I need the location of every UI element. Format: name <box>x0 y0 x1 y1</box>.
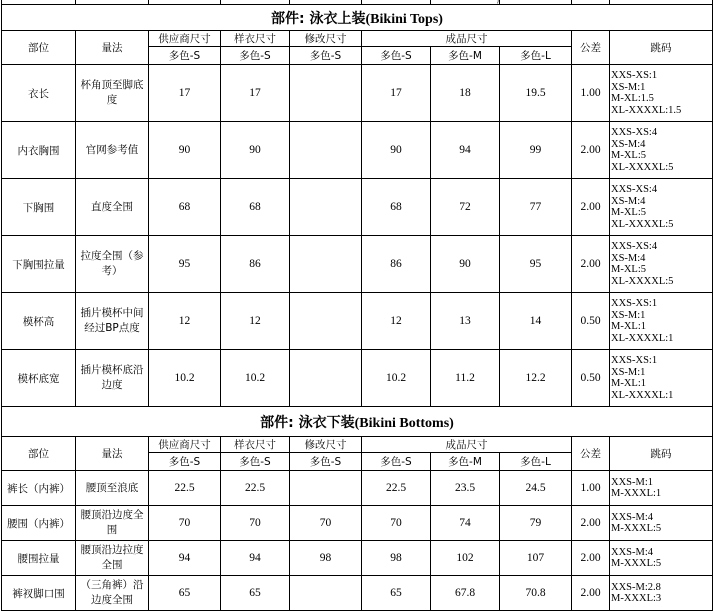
cell-size-s: 17 <box>362 65 431 122</box>
cell-grade-codes <box>610 65 713 122</box>
grade-code-line: M-XL:5 <box>611 207 646 218</box>
cell-modify <box>290 576 362 611</box>
sub-finished-l: 多色-L <box>500 453 572 471</box>
cell-tolerance: 2.00 <box>572 122 610 179</box>
grade-code-line: XXS-XS:1 <box>611 355 658 366</box>
cell-sample: 22.5 <box>221 471 290 506</box>
cell-size-l: 95 <box>500 236 572 293</box>
header-modify: 修改尺寸 <box>290 31 362 47</box>
header-row <box>2 31 713 47</box>
cell-size-s: 70 <box>362 506 431 541</box>
cell-supplier: 10.2 <box>149 350 221 407</box>
sub-sample-s: 多色-S <box>221 453 290 471</box>
cell-grade-codes <box>610 236 713 293</box>
grade-code-line: XXS-M:4 <box>611 546 654 558</box>
grade-code-line: XS-M:1 <box>611 81 646 93</box>
cell-method: 拉度全围（参考） <box>76 236 149 293</box>
cell-modify <box>290 236 362 293</box>
cell-grade-codes <box>610 122 713 179</box>
grade-code-line: XS-M:1 <box>611 309 646 321</box>
cell-sample: 17 <box>221 65 290 122</box>
section-title-row <box>2 5 713 31</box>
cell-size-m: 23.5 <box>431 471 500 506</box>
table-row <box>2 541 713 576</box>
cell-size-m: 13 <box>431 293 500 350</box>
cell-size-l: 24.5 <box>500 471 572 506</box>
grade-code-line: M-XXXL:5 <box>611 523 662 534</box>
grade-code-line: XXS-M:4 <box>611 511 654 523</box>
sub-finished-m: 多色-M <box>431 47 500 65</box>
section-title-en: (Bikini Tops) <box>365 11 443 27</box>
cell-size-s: 90 <box>362 122 431 179</box>
cell-size-m: 18 <box>431 65 500 122</box>
cell-supplier: 70 <box>149 506 221 541</box>
table-row <box>2 236 713 293</box>
table-row <box>2 350 713 407</box>
sub-finished-m: 多色-M <box>431 453 500 471</box>
sub-finished-s: 多色-S <box>362 47 431 65</box>
section-title <box>2 407 713 437</box>
grade-code-line: XS-M:4 <box>611 195 646 207</box>
cell-grade-codes <box>610 471 713 506</box>
cell-sample: 68 <box>221 179 290 236</box>
sub-modify-s: 多色-S <box>290 47 362 65</box>
header-part: 部位 <box>2 437 76 471</box>
grade-code-line: M-XXXL:1 <box>611 488 662 499</box>
cell-supplier: 94 <box>149 541 221 576</box>
cell-supplier: 90 <box>149 122 221 179</box>
header-method: 量法 <box>76 31 149 65</box>
cell-method: 腰顶沿边度全围 <box>76 506 149 541</box>
cell-grade-codes <box>610 506 713 541</box>
cell-size-s: 86 <box>362 236 431 293</box>
cell-method: 插片模杯中间经过BP点度 <box>76 293 149 350</box>
header-part: 部位 <box>2 31 76 65</box>
grade-code-line: XL-XXXXL:1 <box>611 389 674 401</box>
cell-supplier: 22.5 <box>149 471 221 506</box>
cell-method: 杯角顶至脚底度 <box>76 65 149 122</box>
cell-modify <box>290 122 362 179</box>
header-tolerance: 公差 <box>572 437 610 471</box>
grade-code-line: XL-XXXXL:5 <box>611 161 674 173</box>
cell-sample: 12 <box>221 293 290 350</box>
cell-size-l: 79 <box>500 506 572 541</box>
grade-code-line: XL-XXXXL:5 <box>611 218 674 230</box>
cell-size-m: 67.8 <box>431 576 500 611</box>
cell-tolerance: 2.00 <box>572 506 610 541</box>
header-supplier: 供应商尺寸 <box>149 437 221 453</box>
cell-modify <box>290 350 362 407</box>
cell-sample: 10.2 <box>221 350 290 407</box>
cell-size-m: 90 <box>431 236 500 293</box>
cell-grade-codes <box>610 179 713 236</box>
cell-sample: 86 <box>221 236 290 293</box>
cell-size-s: 12 <box>362 293 431 350</box>
cell-part: 模杯高 <box>2 293 76 350</box>
cell-part: 内衣胸围 <box>2 122 76 179</box>
grade-code-line: XS-M:4 <box>611 138 646 150</box>
table-row <box>2 576 713 611</box>
cell-tolerance: 0.50 <box>572 293 610 350</box>
cell-size-m: 102 <box>431 541 500 576</box>
grade-code-line: M-XXXL:3 <box>611 593 662 604</box>
cell-part: 下胸围拉量 <box>2 236 76 293</box>
grade-code-line: XS-M:4 <box>611 252 646 264</box>
cell-part: 下胸围 <box>2 179 76 236</box>
size-spec-table <box>1 0 713 611</box>
cell-size-m: 11.2 <box>431 350 500 407</box>
cell-method: 直度全围 <box>76 179 149 236</box>
sub-finished-l: 多色-L <box>500 47 572 65</box>
cell-size-s: 10.2 <box>362 350 431 407</box>
cell-size-s: 65 <box>362 576 431 611</box>
grade-code-line: M-XL:1 <box>611 378 646 389</box>
cell-tolerance: 1.00 <box>572 471 610 506</box>
cell-size-l: 14 <box>500 293 572 350</box>
cell-part: 腰围拉量 <box>2 541 76 576</box>
header-modify: 修改尺寸 <box>290 437 362 453</box>
cell-size-l: 99 <box>500 122 572 179</box>
grade-code-line: XXS-XS:1 <box>611 70 658 81</box>
sub-sample-s: 多色-S <box>221 47 290 65</box>
cell-tolerance: 2.00 <box>572 179 610 236</box>
grade-code-line: M-XXXL:5 <box>611 558 662 569</box>
grade-code-line: M-XL:1.5 <box>611 93 654 104</box>
section-title-cn: 部件: 泳衣下装 <box>260 414 355 431</box>
header-row <box>2 437 713 453</box>
top-strip-cell: ) <box>431 0 500 5</box>
grade-code-line: M-XL:5 <box>611 150 646 161</box>
grade-code-line: XXS-XS:4 <box>611 241 658 252</box>
cell-size-l: 77 <box>500 179 572 236</box>
cell-size-s: 22.5 <box>362 471 431 506</box>
cell-method: 腰顶沿边拉度全围 <box>76 541 149 576</box>
header-code: 跳码 <box>610 437 713 471</box>
cell-sample: 90 <box>221 122 290 179</box>
grade-code-line: XXS-XS:4 <box>611 184 658 195</box>
cell-method: 腰顶至浪底 <box>76 471 149 506</box>
grade-code-line: XS-M:1 <box>611 366 646 378</box>
cell-modify: 70 <box>290 506 362 541</box>
cell-method: （三角裤）沿边度全围 <box>76 576 149 611</box>
grade-code-line: XXS-M:1 <box>611 476 654 488</box>
cell-grade-codes <box>610 350 713 407</box>
cell-tolerance: 2.00 <box>572 576 610 611</box>
cell-tolerance: 2.00 <box>572 236 610 293</box>
section-title-cn: 部件: 泳衣上装 <box>271 10 366 27</box>
cell-grade-codes <box>610 576 713 611</box>
cell-sample: 65 <box>221 576 290 611</box>
cell-size-s: 68 <box>362 179 431 236</box>
cell-supplier: 68 <box>149 179 221 236</box>
table-row <box>2 122 713 179</box>
grade-code-line: XL-XXXXL:5 <box>611 275 674 287</box>
sub-supplier-s: 多色-S <box>149 453 221 471</box>
table-row <box>2 65 713 122</box>
cell-size-m: 74 <box>431 506 500 541</box>
cell-size-s: 98 <box>362 541 431 576</box>
table-row <box>2 179 713 236</box>
cell-grade-codes <box>610 293 713 350</box>
cell-size-l: 70.8 <box>500 576 572 611</box>
grade-code-line: M-XL:5 <box>611 264 646 275</box>
cell-modify <box>290 65 362 122</box>
cell-grade-codes <box>610 541 713 576</box>
cell-supplier: 17 <box>149 65 221 122</box>
cell-tolerance: 0.50 <box>572 350 610 407</box>
grade-code-line: M-XL:1 <box>611 321 646 332</box>
cell-modify <box>290 471 362 506</box>
cell-tolerance: 1.00 <box>572 65 610 122</box>
cell-size-l: 12.2 <box>500 350 572 407</box>
cell-method: 官网参考值 <box>76 122 149 179</box>
cell-method: 插片模杯底沿边度 <box>76 350 149 407</box>
cell-modify <box>290 179 362 236</box>
grade-code-line: XL-XXXXL:1.5 <box>611 104 682 116</box>
cell-size-m: 72 <box>431 179 500 236</box>
cell-size-l: 107 <box>500 541 572 576</box>
cell-size-l: 19.5 <box>500 65 572 122</box>
header-supplier: 供应商尺寸 <box>149 31 221 47</box>
cell-supplier: 12 <box>149 293 221 350</box>
cell-supplier: 95 <box>149 236 221 293</box>
table-row <box>2 506 713 541</box>
header-method: 量法 <box>76 437 149 471</box>
sub-supplier-s: 多色-S <box>149 47 221 65</box>
grade-code-line: XXS-XS:4 <box>611 127 658 138</box>
header-finished: 成品尺寸 <box>362 31 572 47</box>
cell-sample: 70 <box>221 506 290 541</box>
table-row <box>2 471 713 506</box>
cell-tolerance: 2.00 <box>572 541 610 576</box>
header-finished: 成品尺寸 <box>362 437 572 453</box>
cell-supplier: 65 <box>149 576 221 611</box>
sub-modify-s: 多色-S <box>290 453 362 471</box>
grade-code-line: XXS-M:2.8 <box>611 581 661 593</box>
cell-size-m: 94 <box>431 122 500 179</box>
header-tolerance: 公差 <box>572 31 610 65</box>
cell-sample: 94 <box>221 541 290 576</box>
section-title-en: (Bikini Bottoms) <box>354 415 454 431</box>
grade-code-line: XXS-XS:1 <box>611 298 658 309</box>
header-sample: 样衣尺寸 <box>221 31 290 47</box>
cell-modify: 98 <box>290 541 362 576</box>
cell-modify <box>290 293 362 350</box>
sub-finished-s: 多色-S <box>362 453 431 471</box>
grade-code-line: XL-XXXXL:1 <box>611 332 674 344</box>
cell-part: 模杯底宽 <box>2 350 76 407</box>
header-code: 跳码 <box>610 31 713 65</box>
header-sample: 样衣尺寸 <box>221 437 290 453</box>
section-title-row <box>2 407 713 437</box>
cell-part: 衣长 <box>2 65 76 122</box>
table-row <box>2 293 713 350</box>
section-title <box>2 5 713 31</box>
cell-part: 裤长（内裤） <box>2 471 76 506</box>
cell-part: 裤衩脚口围 <box>2 576 76 611</box>
cell-part: 腰围（内裤） <box>2 506 76 541</box>
